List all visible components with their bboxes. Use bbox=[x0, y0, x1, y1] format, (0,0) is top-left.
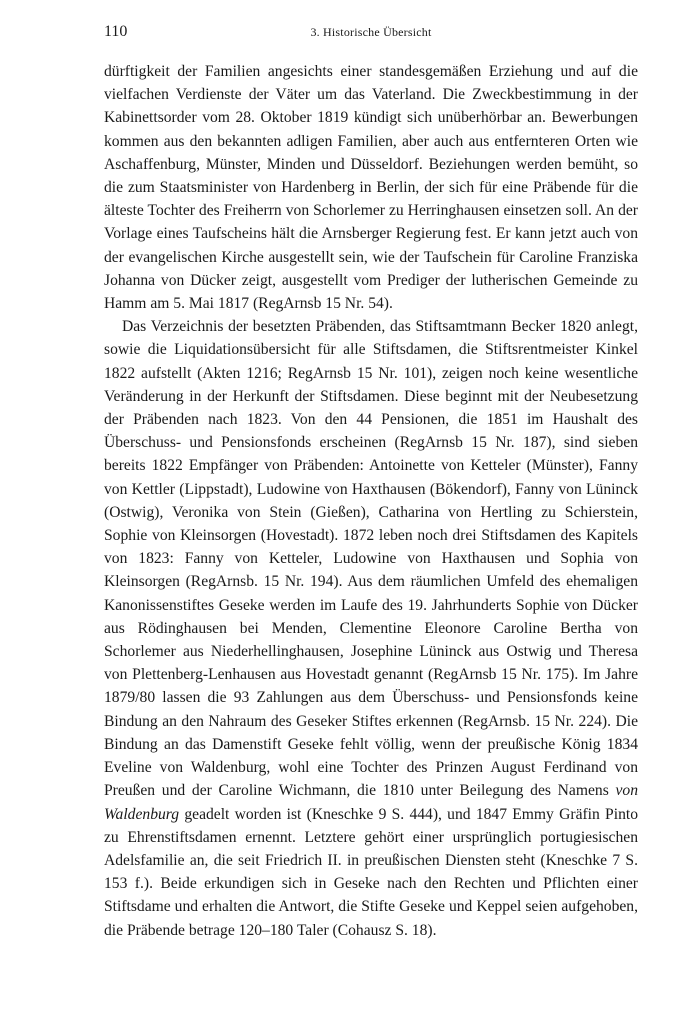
body-text bbox=[104, 60, 638, 942]
paragraph-2-emphasis: von Waldenburg bbox=[104, 782, 638, 823]
paragraph-1 bbox=[104, 60, 638, 315]
book-page bbox=[104, 20, 638, 942]
paragraph-2-text-end: geadelt worden ist (Kneschke 9 S. 444), und 1847 Emmy Gräfin Pinto zu Ehrenstiftsdamen ernennt. Letztere gehört einer ursprünglich portugiesischen Adelsfamilie an, die seit Friedrich II. in preußischen Diensten steht (Kneschke 7 S. 153 f.). Beide erkundigen sich in Geseke nach den Rechten und Pflichten einer Stiftsdame und erhalten die Antwort, die Stifte Geseke und Keppel seien aufgehoben, die Präbende betrage 120–180 Taler (Cohausz S. 18). bbox=[104, 805, 638, 939]
paragraph-2-text-start: Das Verzeichnis der besetzten Präbenden, das Stiftsamtmann Becker 1820 anlegt, sowie die Liquidationsübersicht für alle Stiftsdamen, die Stiftsrentmeister Kinkel 1822 aufstellt (Akten 1216; RegArnsb 15 Nr. 101), zeigen noch keine wesentliche Veränderung in der Herkunft der Stiftsdamen. Diese beginnt mit der Neubesetzung der Präbenden nach 1823. Von den 44 Pensionen, die 1851 im Haushalt des Überschuss- und Pensionsfonds erscheinen (RegArnsb 15 Nr. 187), sind sieben bereits 1822 Empfänger von Präbenden: Antoinette von Ketteler (Münster), Fanny von Kettler (Lippstadt), Ludowine von Haxthausen (Bökendorf), Fanny von Lüninck (Ostwig), Veronika von Stein (Gießen), Catharina von Hertling zu Schierstein, Sophie von Kleinsorgen (Hovestadt). 1872 leben noch drei Stiftsdamen des Kapitels von 1823: Fanny von Ketteler, Ludowine von Haxthausen und Sophia von Kleinsorgen (RegArnsb. 15 Nr. 194). Aus dem räumlichen Umfeld des ehemaligen Kanonissenstiftes Geseke werden im Laufe des 19. Jahrhunderts Sophie von Dücker aus Rödinghausen bei Menden, Clementine Eleonore Caroline Bertha von Schorlemer aus Niederhellinghausen, Josephine Lüninck aus Ostwig und Theresa von Plettenberg-Lenhausen aus Hovestadt genannt (RegArnsb 15 Nr. 175). Im Jahre 1879/80 lassen die 93 Zahlungen aus dem Überschuss- und Pensionsfonds keine Bindung an den Nahraum des Geseker Stiftes erkennen (RegArnsb. 15 Nr. 224). Die Bindung an das Damenstift Geseke fehlt völlig, wenn der preußische König 1834 Eveline von Waldenburg, wohl eine Tochter des Prinzen August Ferdinand von Preußen und der Caroline Wichmann, die 1810 unter Beilegung des Namens bbox=[104, 318, 638, 800]
page-number: 110 bbox=[104, 23, 128, 40]
running-head bbox=[104, 20, 638, 44]
running-title: 3. Historische Übersicht bbox=[310, 25, 432, 39]
paragraph-2 bbox=[104, 315, 638, 941]
paragraph-1-text: dürftigkeit der Familien angesichts einer standesgemäßen Erziehung und auf die vielfachen Verdienste der Väter um das Vaterland. Die Zweckbestimmung in der Kabinettsorder vom 28. Oktober 1819 kündigt sich unüberhörbar an. Bewerbungen kommen aus den bekannten adligen Familien, aber auch aus entfernteren Orten wie Aschaffenburg, Münster, Minden und Düsseldorf. Beziehungen werden bemüht, so die zum Staatsminister von Hardenberg in Berlin, der sich für eine Präbende für die älteste Tochter des Freiherrn von Schorlemer zu Herringhausen einsetzen soll. An der Vorlage eines Taufscheins hält die Arnsberger Regierung fest. Er kann jetzt auch von der evangelischen Kirche ausgestellt sein, wie der Taufschein für Caroline Franziska Johanna von Dücker zeigt, ausgestellt vom Prediger der lutherischen Gemeinde zu Hamm am 5. Mai 1817 (RegArnsb 15 Nr. 54). bbox=[104, 63, 638, 313]
